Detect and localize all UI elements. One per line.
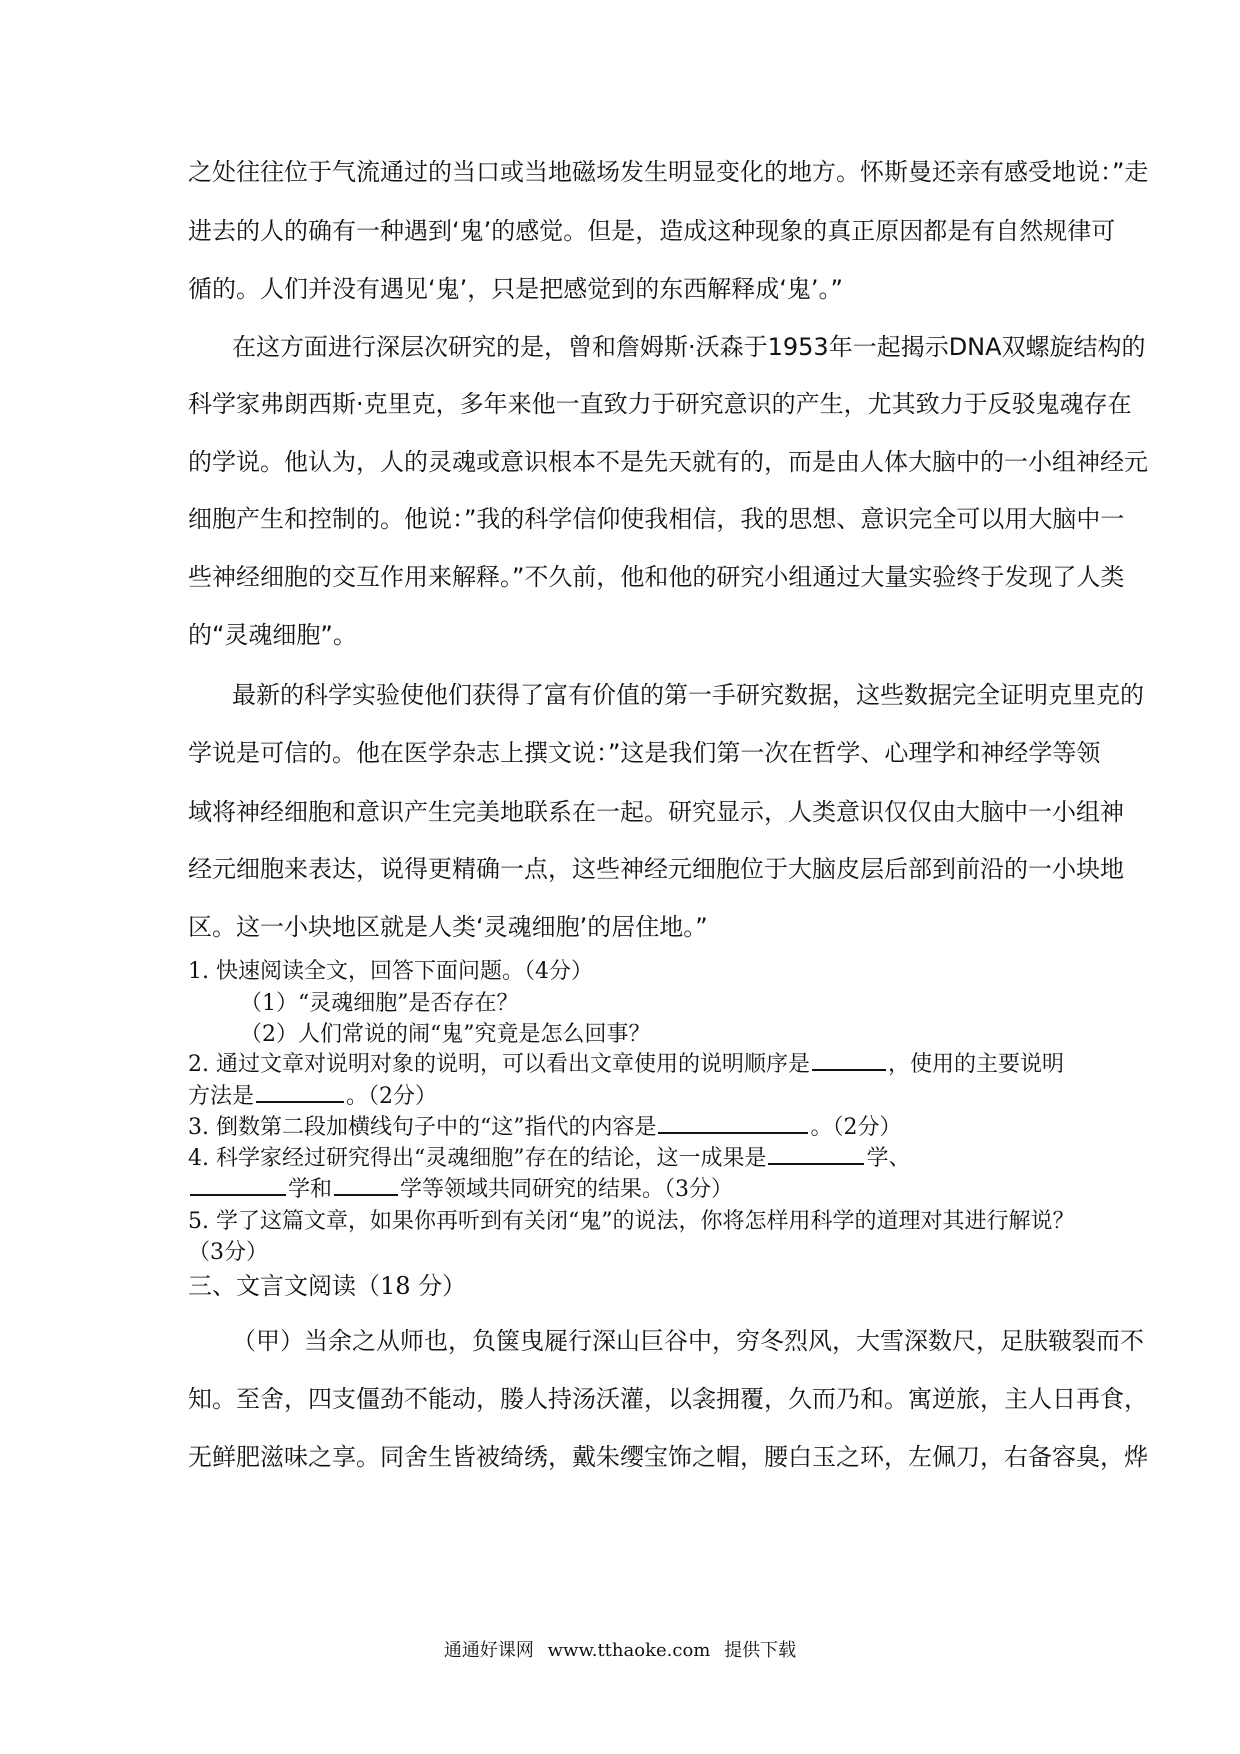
question-5-line-2: （3分）	[188, 1240, 268, 1265]
question-1-1: （1）“灵魂细胞”是否存在？	[240, 991, 519, 1016]
passage-line-3: 循的。人们并没有遇见‘鬼’，只是把感觉到的东西解释成‘鬼’。”	[188, 275, 843, 303]
question-4-blank-1[interactable]	[768, 1162, 864, 1165]
passage-line-14: 区。这一小块地区就是人类‘灵魂细胞’的居住地。”	[188, 913, 708, 941]
page-footer	[0, 1636, 1240, 1662]
question-3-text-b: 。（2分）	[810, 1115, 902, 1140]
question-3-text-a: 3. 倒数第二段加横线句子中的“这”指代的内容是	[188, 1115, 657, 1140]
footer-site-name: 通通好课网	[443, 1640, 534, 1661]
question-4-text-a: 4. 科学家经过研究得出“灵魂细胞”存在的结论，这一成果是	[188, 1146, 767, 1171]
passage-line-2: 进去的人的确有一种遇到‘鬼’的感觉。但是，造成这种现象的真正原因都是有自然规律可	[188, 217, 1116, 245]
passage-line-11: 学说是可信的。他在医学杂志上撰文说：”这是我们第一次在哲学、心理学和神经学等领	[188, 739, 1101, 767]
section-3-line-3: 无鲜肥滋味之享。同舍生皆被绮绣，戴朱缨宝饰之帽，腰白玉之环，左佩刀，右备容臭，烨	[188, 1443, 1148, 1471]
question-1: 1. 快速阅读全文，回答下面问题。（4分）	[188, 959, 593, 984]
question-3	[188, 1110, 901, 1141]
section-3-title: 三、文言文阅读（18 分）	[188, 1272, 467, 1300]
question-2-text-c: 方法是	[188, 1084, 255, 1109]
passage-line-6: 的学说。他认为，人的灵魂或意识根本不是先天就有的，而是由人体大脑中的一小组神经元	[188, 448, 1148, 476]
question-2-line-2	[188, 1079, 437, 1110]
question-3-blank[interactable]	[658, 1131, 808, 1134]
footer-url[interactable]: www.tthaoke.com	[547, 1640, 711, 1661]
question-2-blank-method[interactable]	[256, 1100, 344, 1103]
footer-suffix: 提供下载	[724, 1640, 797, 1661]
question-4-line-2	[188, 1172, 733, 1203]
question-4-text-c: 学和	[288, 1177, 333, 1202]
question-4-text-d: 学等领域共同研究的结果。（3分）	[400, 1177, 734, 1202]
question-4-line-1	[188, 1141, 911, 1172]
question-2-line-1	[188, 1047, 1064, 1078]
section-3-line-2: 知。至舍，四支僵劲不能动，媵人持汤沃灌，以衾拥覆，久而乃和。寓逆旅，主人日再食，	[188, 1385, 1148, 1413]
question-2-text-d: 。（2分）	[346, 1084, 438, 1109]
passage-line-7: 细胞产生和控制的。他说：”我的科学信仰使我相信，我的思想、意识完全可以用大脑中一	[188, 505, 1125, 533]
question-4-text-b: 学、	[866, 1146, 911, 1171]
question-2-text-b: ，使用的主要说明	[888, 1052, 1065, 1077]
passage-line-4: 在这方面进行深层次研究的是，曾和詹姆斯·沃森于1953年一起揭示DNA双螺旋结构的	[232, 333, 1146, 361]
question-4-blank-3[interactable]	[334, 1193, 398, 1196]
question-4-blank-2[interactable]	[190, 1193, 286, 1196]
question-2-text-a: 2. 通过文章对说明对象的说明，可以看出文章使用的说明顺序是	[188, 1052, 810, 1077]
passage-line-10: 最新的科学实验使他们获得了富有价值的第一手研究数据，这些数据完全证明克里克的	[232, 681, 1144, 709]
passage-line-8: 些神经细胞的交互作用来解释。”不久前，他和他的研究小组通过大量实验终于发现了人类	[188, 563, 1125, 591]
passage-line-5: 科学家弗朗西斯·克里克，多年来他一直致力于研究意识的产生，尤其致力于反驳鬼魂存在	[188, 390, 1132, 418]
passage-line-13: 经元细胞来表达，说得更精确一点，这些神经元细胞位于大脑皮层后部到前沿的一小块地	[188, 855, 1124, 883]
question-5-line-1: 5. 学了这篇文章，如果你再听到有关闭“鬼”的说法，你将怎样用科学的道理对其进行解说？	[188, 1209, 1075, 1234]
passage-line-1: 之处往往位于气流通过的当口或当地磁场发生明显变化的地方。怀斯曼还亲有感受地说：”走	[188, 158, 1149, 186]
section-3-line-1: （甲）当余之从师也，负箧曳屣行深山巨谷中，穷冬烈风，大雪深数尺，足肤皲裂而不	[232, 1327, 1144, 1355]
passage-line-12: 域将神经细胞和意识产生完美地联系在一起。研究显示，人类意识仅仅由大脑中一小组神	[188, 798, 1124, 826]
passage-line-9: 的“灵魂细胞”。	[188, 621, 357, 649]
question-1-2: （2）人们常说的闹“鬼”究竟是怎么回事？	[240, 1022, 651, 1047]
question-2-blank-order[interactable]	[812, 1068, 886, 1071]
